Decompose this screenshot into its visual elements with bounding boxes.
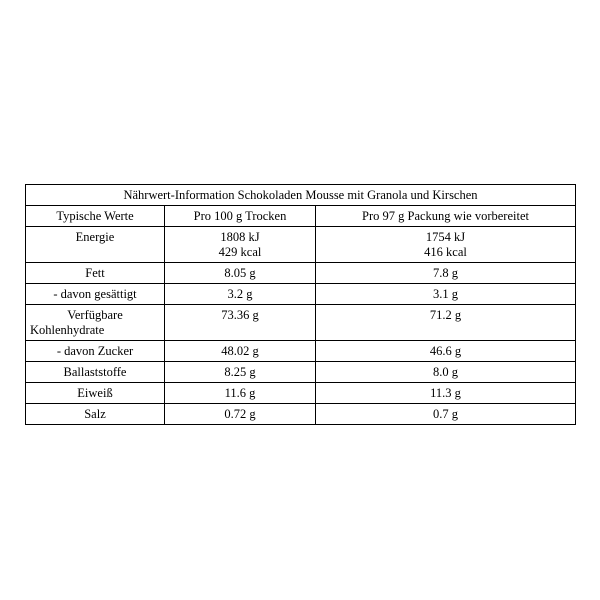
dry-value: 11.6 g: [165, 383, 316, 404]
table-row: [26, 284, 576, 305]
table-title: Nährwert-Information Schokoladen Mousse mit Granola und Kirschen: [26, 185, 576, 206]
prepared-value: 8.0 g: [316, 362, 576, 383]
prepared-value: 71.2 g: [316, 305, 576, 341]
nutrition-table: [25, 184, 576, 425]
row-label: - davon Zucker: [26, 341, 165, 362]
dry-value: 0.72 g: [165, 404, 316, 425]
table-row: [26, 362, 576, 383]
dry-value: 3.2 g: [165, 284, 316, 305]
title-row: [26, 185, 576, 206]
prepared-value-line: 1754 kJ: [425, 230, 466, 244]
row-label: [26, 305, 165, 341]
prepared-value: 7.8 g: [316, 263, 576, 284]
prepared-value: 0.7 g: [316, 404, 576, 425]
dry-value: 48.02 g: [165, 341, 316, 362]
table-row: [26, 404, 576, 425]
row-label: Salz: [26, 404, 165, 425]
dry-value: 8.25 g: [165, 362, 316, 383]
header-row: [26, 206, 576, 227]
row-label: [26, 227, 165, 263]
prepared-value: 11.3 g: [316, 383, 576, 404]
header-per-pack-prepared: Pro 97 g Packung wie vorbereitet: [316, 206, 576, 227]
dry-value-line: 1808 kJ: [220, 230, 260, 244]
table-row: [26, 341, 576, 362]
row-label-line: Energie: [75, 230, 115, 244]
row-label: Fett: [26, 263, 165, 284]
dry-value: 73.36 g: [165, 305, 316, 341]
row-label-line: Kohlenhydrate: [30, 323, 105, 337]
prepared-value-line: 416 kcal: [424, 245, 467, 259]
dry-value: 8.05 g: [165, 263, 316, 284]
dry-value-line: 429 kcal: [218, 245, 262, 259]
header-per-100g-dry: Pro 100 g Trocken: [165, 206, 316, 227]
row-label-line: Verfügbare: [67, 308, 123, 322]
prepared-value: 46.6 g: [316, 341, 576, 362]
table-row: [26, 227, 576, 263]
row-label: Ballaststoffe: [26, 362, 165, 383]
header-typical-values: Typische Werte: [26, 206, 165, 227]
prepared-value: [316, 227, 576, 263]
table-row: [26, 263, 576, 284]
prepared-value: 3.1 g: [316, 284, 576, 305]
dry-value: [165, 227, 316, 263]
row-label: Eiweiß: [26, 383, 165, 404]
table-row: [26, 383, 576, 404]
table-row: [26, 305, 576, 341]
row-label: - davon gesättigt: [26, 284, 165, 305]
